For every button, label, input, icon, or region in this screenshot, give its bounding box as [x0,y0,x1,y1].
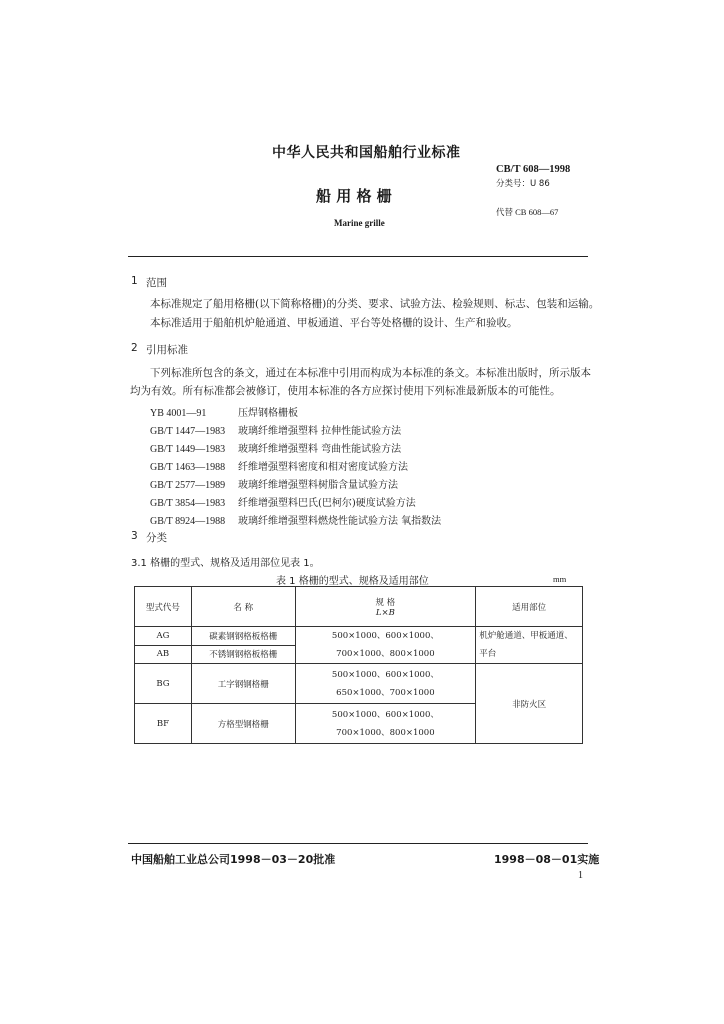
header-application: 适用部位 [476,587,583,627]
section-3-number: 3 [131,530,138,542]
footer-rule [128,843,588,844]
effective-line: 1998－08－01实施 [494,853,600,866]
reference-item: GB/T 3854—1983 纤维增强塑料巴氏(巴柯尔)硬度试验方法 [150,498,416,509]
section-2-number: 2 [131,342,138,354]
table-row [135,627,583,646]
type-code-cell: AB [135,645,192,664]
header-spec-sub: L×B [375,607,395,618]
section-2-heading: 引用标准 [146,344,188,356]
table-unit: mm [553,574,567,584]
reference-item: YB 4001—91 压焊钢格栅板 [150,408,298,419]
replaces-standard: 代替 CB 608—67 [496,207,559,217]
header-rule [128,256,588,257]
org-title: 中华人民共和国船舶行业标准 [272,145,461,161]
section-3-heading: 分类 [146,532,167,544]
application-cell: 机炉舱通道、甲板通道、 平台 [476,627,583,664]
reference-item: GB/T 1447—1983 玻璃纤维增强塑料 拉伸性能试验方法 [150,426,402,437]
section-1-number: 1 [131,275,138,287]
section-1-paragraph-1: 本标准规定了船用格栅(以下简称格栅)的分类、要求、试验方法、检验规则、标志、包装和运输。 [150,298,600,310]
clause-3-1: 3.1 格栅的型式、规格及适用部位见表 1。 [131,558,320,569]
spec-cell: 500×1000、600×1000、 700×1000、800×1000 [295,627,476,664]
name-cell: 碳素钢钢格板格栅 [191,627,295,646]
section-1-paragraph-2: 本标准适用于船舶机炉舱通道、甲板通道、平台等处格栅的设计、生产和验收。 [150,317,518,329]
name-cell: 工字钢钢格栅 [191,664,295,704]
spec-cell: 500×1000、600×1000、 700×1000、800×1000 [295,704,476,744]
reference-item: GB/T 1463—1988 纤维增强塑料密度和相对密度试验方法 [150,462,408,473]
classification-number: 分类号：U 86 [496,179,550,189]
reference-item: GB/T 8924—1988 玻璃纤维增强塑料燃烧性能试验方法 氧指数法 [150,516,442,527]
application-cell: 非防火区 [476,664,583,744]
document-title-english: Marine grille [334,218,385,228]
name-cell: 不锈钢钢格板格栅 [191,645,295,664]
section-2-paragraph: 下列标准所包含的条文，通过在本标准中引用而构成为本标准的条文。本标准出版时，所示版本均为有效。所有标准都会被修订，使用本标准的各方应探讨使用下列标准最新版本的可能性。 [130,367,591,397]
type-code-cell: BF [135,704,192,744]
table-row [135,664,583,704]
header-type-code: 型式代号 [135,587,192,627]
table-header-row [135,587,583,627]
spec-cell: 500×1000、600×1000、 650×1000、700×1000 [295,664,476,704]
page-number: 1 [578,870,583,881]
document-title: 船 用 格 栅 [316,187,392,205]
type-code-cell: BG [135,664,192,704]
name-cell: 方格型钢格栅 [191,704,295,744]
type-code-cell: AG [135,627,192,646]
grille-spec-table [134,586,583,744]
standard-number: CB/T 608—1998 [496,164,571,175]
reference-item: GB/T 1449—1983 玻璃纤维增强塑料 弯曲性能试验方法 [150,444,402,455]
reference-item: GB/T 2577—1989 玻璃纤维增强塑料树脂含量试验方法 [150,480,398,491]
header-name: 名 称 [191,587,295,627]
approval-line: 中国船舶工业总公司1998－03－20批准 [131,853,336,866]
table-caption: 表 1 格栅的型式、规格及适用部位 [276,576,429,587]
header-spec: 规 格 L×B [295,587,476,627]
section-1-heading: 范围 [146,277,167,289]
